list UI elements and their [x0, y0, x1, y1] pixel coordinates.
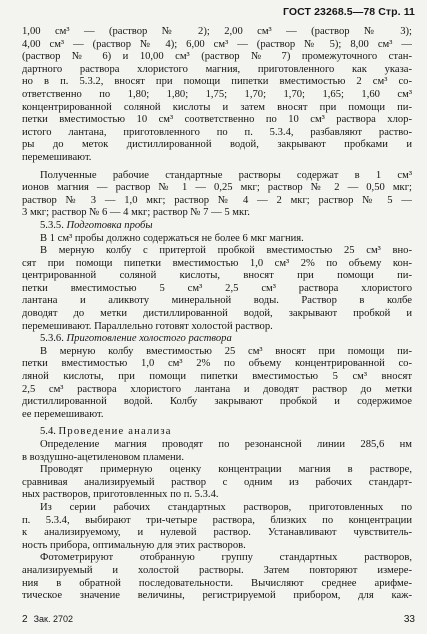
text-line: Проводят примерную оценку концентрации магния в растворе, [40, 464, 412, 476]
section-number: 5.3.5. [40, 219, 64, 231]
text-line: Определение магния проводят по резонансной линии 285,6 нм [40, 439, 412, 450]
text-line: в воздушно-ацетиленовом пламени. [22, 451, 184, 463]
text-line: раствор № 3 — 1,0 мкг; раствор № 4 — 2 мкг; раствор № 5 — [22, 194, 412, 206]
text-line: (раствор № 6) и 10,00 см³ (раствор № 7) промежуточного стан- [22, 51, 412, 63]
text-line: доводят до метки дистиллированной водой, закрывают пробкой и [22, 308, 412, 320]
section-number: 5.3.6. [40, 333, 64, 345]
text-line: лантана и аликвоту минеральной воды. Раствор в колбе [22, 295, 412, 307]
text-line: к анализируемому, и нулевой раствор. Устанавливают чувствитель- [22, 527, 412, 539]
text-line: В мерную колбу с притертой пробкой вместимостью 25 см³ вно- [40, 245, 412, 257]
text-line: В мерную колбу вместимостью 25 см³ вносят при помощи пи- [40, 345, 412, 357]
text-line: ее перемешивают. [22, 408, 104, 420]
text-line: сравнивая анализируемый раствор с одним из рабочих стандарт- [22, 476, 412, 488]
text-line: ных растворов, приготовленных по п. 5.3.4. [22, 489, 219, 501]
text-line: но в п. 5.3.2, вносят при помощи пипетки вместимостью 2 см³ со- [22, 76, 412, 88]
page-header: ГОСТ 23268.5—78 Стр. 11 [282, 6, 415, 18]
section-title: Проведение анализа [58, 426, 172, 438]
text-line: 2,5 см³ раствора хлористого лантана и доводят раствор до метки [22, 383, 412, 395]
text-line: анализируемый и холостой растворы. Затем повторяют измере- [22, 564, 412, 576]
document-body [22, 26, 412, 603]
section-heading [22, 426, 412, 439]
text-line: тическое значение величины, регистрируемой прибором, для каж- [22, 590, 412, 602]
text-line: 1,00 см³ — (раствор № 2); 2,00 см³ — (раствор № 3); [22, 26, 412, 37]
text-line: центрированной соляной кислоты, вносят при помощи пи- [22, 270, 412, 282]
text-line: ионов магния — раствор № 1 — 0,25 мкг; раствор № 2 — 0,50 мкг; [22, 182, 412, 194]
text-line: перемешивают. Параллельно готовят холостой раствор. [22, 320, 273, 332]
section-number: 5.4. [40, 426, 56, 438]
text-line: п. 5.3.4, выбирают три-четыре раствора, близких по концентрации [22, 514, 412, 526]
text-line: 3 мкг; раствор № 6 — 4 мкг; раствор № 7 — 5 мкг. [22, 207, 250, 219]
text-line: концентрированной соляной кислоты и затем вносят при помощи пи- [22, 101, 412, 113]
text-line: ность прибора, оптимальную для этих растворов. [22, 539, 246, 551]
footer-sheet-number: 2 [22, 614, 28, 625]
text-line: В 1 см³ пробы должно содержаться не более 6 мкг магния. [40, 232, 304, 244]
text-line: истого лантана, приготовленного по п. 5.3.4, разбавляют раство- [22, 126, 412, 138]
text-line: ры до меток дистиллированной водой, закрывают пробками и [22, 139, 412, 151]
text-line: дартного раствора хлористого магния, приготовленного как указа- [22, 63, 412, 75]
text-line: Полученные рабочие стандартные растворы содержат в 1 см³ [40, 169, 412, 181]
footer-order [22, 614, 73, 625]
text-line: ния в обратной последовательности. Вычисляют среднее арифме- [22, 577, 412, 589]
footer-order-text: Зак. 2702 [33, 614, 73, 624]
section-title: Подготовка пробы [66, 219, 153, 231]
text-line: петки вместимостью 1,0 см³ 2% по объему концентрированной со- [22, 358, 412, 370]
text-line: Фотометрируют отобранную группу стандартных растворов, [40, 552, 412, 564]
text-line: Из серии рабочих стандартных растворов, приготовленных по [40, 501, 412, 513]
section-title: Приготовление холостого раствора [66, 333, 232, 345]
text-line: петки вместимостью 5 см³ 2,5 см³ раствора хлористого [22, 282, 412, 294]
section-heading [22, 333, 412, 346]
text-line: ляной кислоты, при помощи пипетки вместимостью 5 см³ вносят [22, 371, 412, 383]
text-line: дистиллированной водой. Колбу закрывают пробкой и содержимое [22, 396, 412, 408]
text-line: петки вместимостью 10 см³ соответственно по 10 см³ раствора хлор- [22, 114, 412, 126]
section-heading [22, 220, 412, 233]
text-line: перемешивают. [22, 151, 92, 163]
text-line: ответственно по 1,80; 1,80; 1,75; 1,70; 1,70; 1,65; 1,60 см³ [22, 88, 412, 100]
text-line: 4,00 см³ — (раствор № 4); 6,00 см³ — (раствор № 5); 8,00 см³ — [22, 38, 412, 50]
page-number: 33 [403, 614, 415, 625]
text-line: сят при помощи пипетки вместимостью 1,0 см³ 2% по объему кон- [22, 257, 412, 269]
